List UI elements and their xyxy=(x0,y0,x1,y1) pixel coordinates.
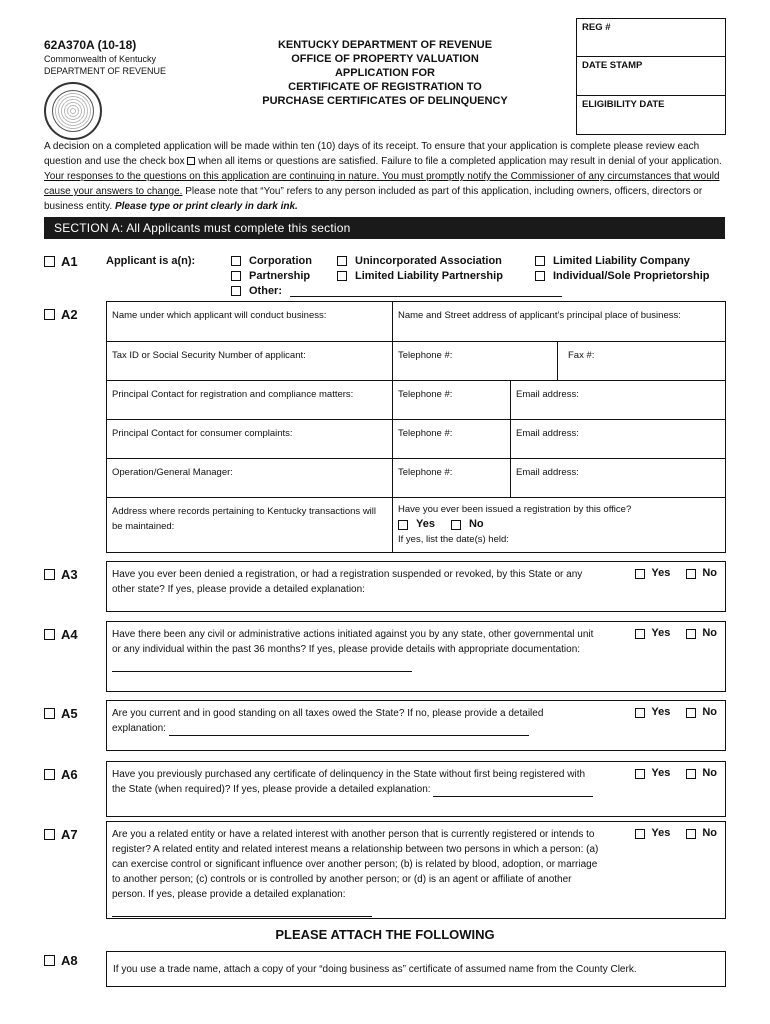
a6-check[interactable]: A6 xyxy=(44,767,78,782)
date-stamp-box[interactable]: DATE STAMP xyxy=(576,57,726,96)
a4-question: Have there been any civil or administrative actions initiated against you by any state, other governmental unit or any individual within the past 36 months? If yes, please provide details with appropriate documentation: Yes No xyxy=(106,621,726,692)
telephone-field[interactable]: Telephone #: xyxy=(392,381,510,419)
state-seal-icon xyxy=(44,82,102,140)
a1-prompt: Applicant is a(n): xyxy=(106,254,196,267)
yes-option[interactable]: Yes xyxy=(635,705,670,720)
telephone-field[interactable]: Telephone #: xyxy=(392,420,510,458)
table-row xyxy=(107,341,725,380)
form-title xyxy=(240,38,530,108)
business-name-field[interactable]: Name under which applicant will conduct business: xyxy=(112,310,327,321)
email-field[interactable]: Email address: xyxy=(510,459,725,497)
option-llc[interactable]: Limited Liability Company xyxy=(535,253,709,268)
email-field[interactable]: Email address: xyxy=(510,381,725,419)
continuing-notice: Your responses to the questions on this application are continuing in nature. You must promptly notify the Commissioner of any circumstances that would cause your answers to change. xyxy=(44,171,720,197)
title-line: CERTIFICATE OF REGISTRATION TO xyxy=(288,81,482,93)
a2-table xyxy=(106,301,726,553)
table-row xyxy=(107,380,725,419)
checkbox[interactable] xyxy=(44,708,55,719)
yes-option[interactable]: Yes xyxy=(635,566,670,581)
checkbox[interactable] xyxy=(44,309,55,320)
table-row xyxy=(107,497,725,552)
a3-question: Have you ever been denied a registration, or had a registration suspended or revoked, by this State or any other state? If yes, please provide a detailed explanation: Yes No xyxy=(106,561,726,612)
yes-option[interactable]: Yes xyxy=(635,766,670,781)
attach-heading: PLEASE ATTACH THE FOLLOWING xyxy=(275,927,495,942)
option-unincorporated-association[interactable]: Unincorporated Association xyxy=(337,253,503,268)
a7-check[interactable]: A7 xyxy=(44,827,78,842)
a8-check[interactable]: A8 xyxy=(44,953,78,968)
records-address-field[interactable]: Address where records pertaining to Kentucky transactions will be maintained: xyxy=(112,506,377,532)
business-address-field[interactable]: Name and Street address of applicant’s principal place of business: xyxy=(392,302,725,341)
issuer-block xyxy=(44,53,166,77)
prior-yes[interactable]: Yes xyxy=(398,517,435,532)
prior-no[interactable]: No xyxy=(451,517,484,532)
reg-number-box[interactable]: REG # xyxy=(576,18,726,57)
email-field[interactable]: Email address: xyxy=(510,420,725,458)
option-corporation[interactable]: Corporation xyxy=(231,253,562,268)
title-line: OFFICE OF PROPERTY VALUATION xyxy=(291,53,479,65)
table-row xyxy=(107,419,725,458)
title-line: KENTUCKY DEPARTMENT OF REVENUE xyxy=(277,39,493,51)
a8-requirement: If you use a trade name, attach a copy of your “doing business as” certificate of assumed name from the County Clerk. xyxy=(106,951,726,987)
other-input-line[interactable] xyxy=(290,285,562,297)
telephone-field[interactable]: Telephone #: xyxy=(392,459,510,497)
answer-line[interactable] xyxy=(112,661,412,672)
tax-id-field[interactable]: Tax ID or Social Security Number of applicant: xyxy=(112,350,306,361)
fax-field[interactable]: Fax #: xyxy=(557,342,725,380)
option-llp[interactable]: Limited Liability Partnership xyxy=(337,268,503,283)
answer-line[interactable] xyxy=(112,601,362,612)
commonwealth-text: Commonwealth of Kentucky xyxy=(44,54,157,64)
form-number: 62A370A (10-18) xyxy=(44,38,137,52)
option-partnership[interactable]: Partnership xyxy=(231,268,562,283)
a7-question: Are you a related entity or have a related interest with another person that is currently registered or intends to register? A related entity and related interest means a relationship between two persons in which a person: (a) can exercise control or significant influence over another person; (b) is related by blood, adoption, or marriage to another person; (c) controls or is controlled by another person; or (d) is an agent or affiliate of another person. If yes, please provide a detailed explanation: Yes No xyxy=(106,821,726,919)
answer-line[interactable] xyxy=(433,786,593,797)
table-row xyxy=(107,302,725,341)
section-a-header: SECTION A: All Applicants must complete this section xyxy=(44,217,725,239)
no-option[interactable]: No xyxy=(686,766,717,781)
answer-line[interactable] xyxy=(112,906,372,917)
option-sole-proprietorship[interactable]: Individual/Sole Proprietorship xyxy=(535,268,709,283)
answer-line[interactable] xyxy=(169,725,529,736)
option-other[interactable]: Other: xyxy=(231,283,562,298)
no-option[interactable]: No xyxy=(686,705,717,720)
no-option[interactable]: No xyxy=(686,626,717,641)
a5-question: Are you current and in good standing on all taxes owed the State? If no, please provide a detailed explanation: Yes No xyxy=(106,700,726,751)
checkbox[interactable] xyxy=(44,629,55,640)
a1-col2 xyxy=(337,253,503,283)
a1-col3 xyxy=(535,253,709,283)
checkbox[interactable] xyxy=(44,769,55,780)
no-option[interactable]: No xyxy=(686,566,717,581)
a3-check[interactable]: A3 xyxy=(44,567,78,582)
title-line: PURCHASE CERTIFICATES OF DELINQUENCY xyxy=(262,95,508,107)
telephone-field[interactable]: Telephone #: xyxy=(392,342,557,380)
a5-check[interactable]: A5 xyxy=(44,706,78,721)
table-row xyxy=(107,458,725,497)
checkbox[interactable] xyxy=(44,829,55,840)
ink-notice: Please type or print clearly in dark ink. xyxy=(114,201,298,212)
yes-option[interactable]: Yes xyxy=(635,826,670,841)
a2-check[interactable]: A2 xyxy=(44,307,78,322)
no-option[interactable]: No xyxy=(686,826,717,841)
checkbox[interactable] xyxy=(44,256,55,267)
yes-option[interactable]: Yes xyxy=(635,626,670,641)
eligibility-date-box[interactable]: ELIGIBILITY DATE xyxy=(576,96,726,135)
compliance-contact-field[interactable]: Principal Contact for registration and compliance matters: xyxy=(112,389,354,400)
prior-registration-field: Have you ever been issued a registration by this office? Yes No If yes, list the date(s) held: xyxy=(392,498,725,552)
general-manager-field[interactable]: Operation/General Manager: xyxy=(112,467,233,478)
title-line: APPLICATION FOR xyxy=(334,67,435,79)
a1-check[interactable]: A1 xyxy=(44,254,78,269)
complaints-contact-field[interactable]: Principal Contact for consumer complaints: xyxy=(112,428,293,439)
a6-question: Have you previously purchased any certificate of delinquency in the State without first being registered with the State (when required)? If yes, please provide a detailed explanation: Yes No xyxy=(106,761,726,817)
department-text: DEPARTMENT OF REVENUE xyxy=(44,66,167,76)
checkbox[interactable] xyxy=(44,569,55,580)
checkbox-icon xyxy=(187,157,195,165)
instructions: A decision on a completed application will be made within ten (10) days of its receipt. To ensure that your application is complete please review each question and use the check box when all items or questions are satisfied. Failure to file a completed application may result in denial of your application. Your responses to the questions on this application are continuing in nature. You must promptly notify the Commissioner of any circumstances that would cause your answers to change. Please note that “You” refers to any person included as part of this application, including owners, officers, directors or business entity. Please type or print clearly in dark ink. xyxy=(44,141,722,212)
office-use-boxes xyxy=(576,18,726,135)
checkbox[interactable] xyxy=(44,955,55,966)
a4-check[interactable]: A4 xyxy=(44,627,78,642)
